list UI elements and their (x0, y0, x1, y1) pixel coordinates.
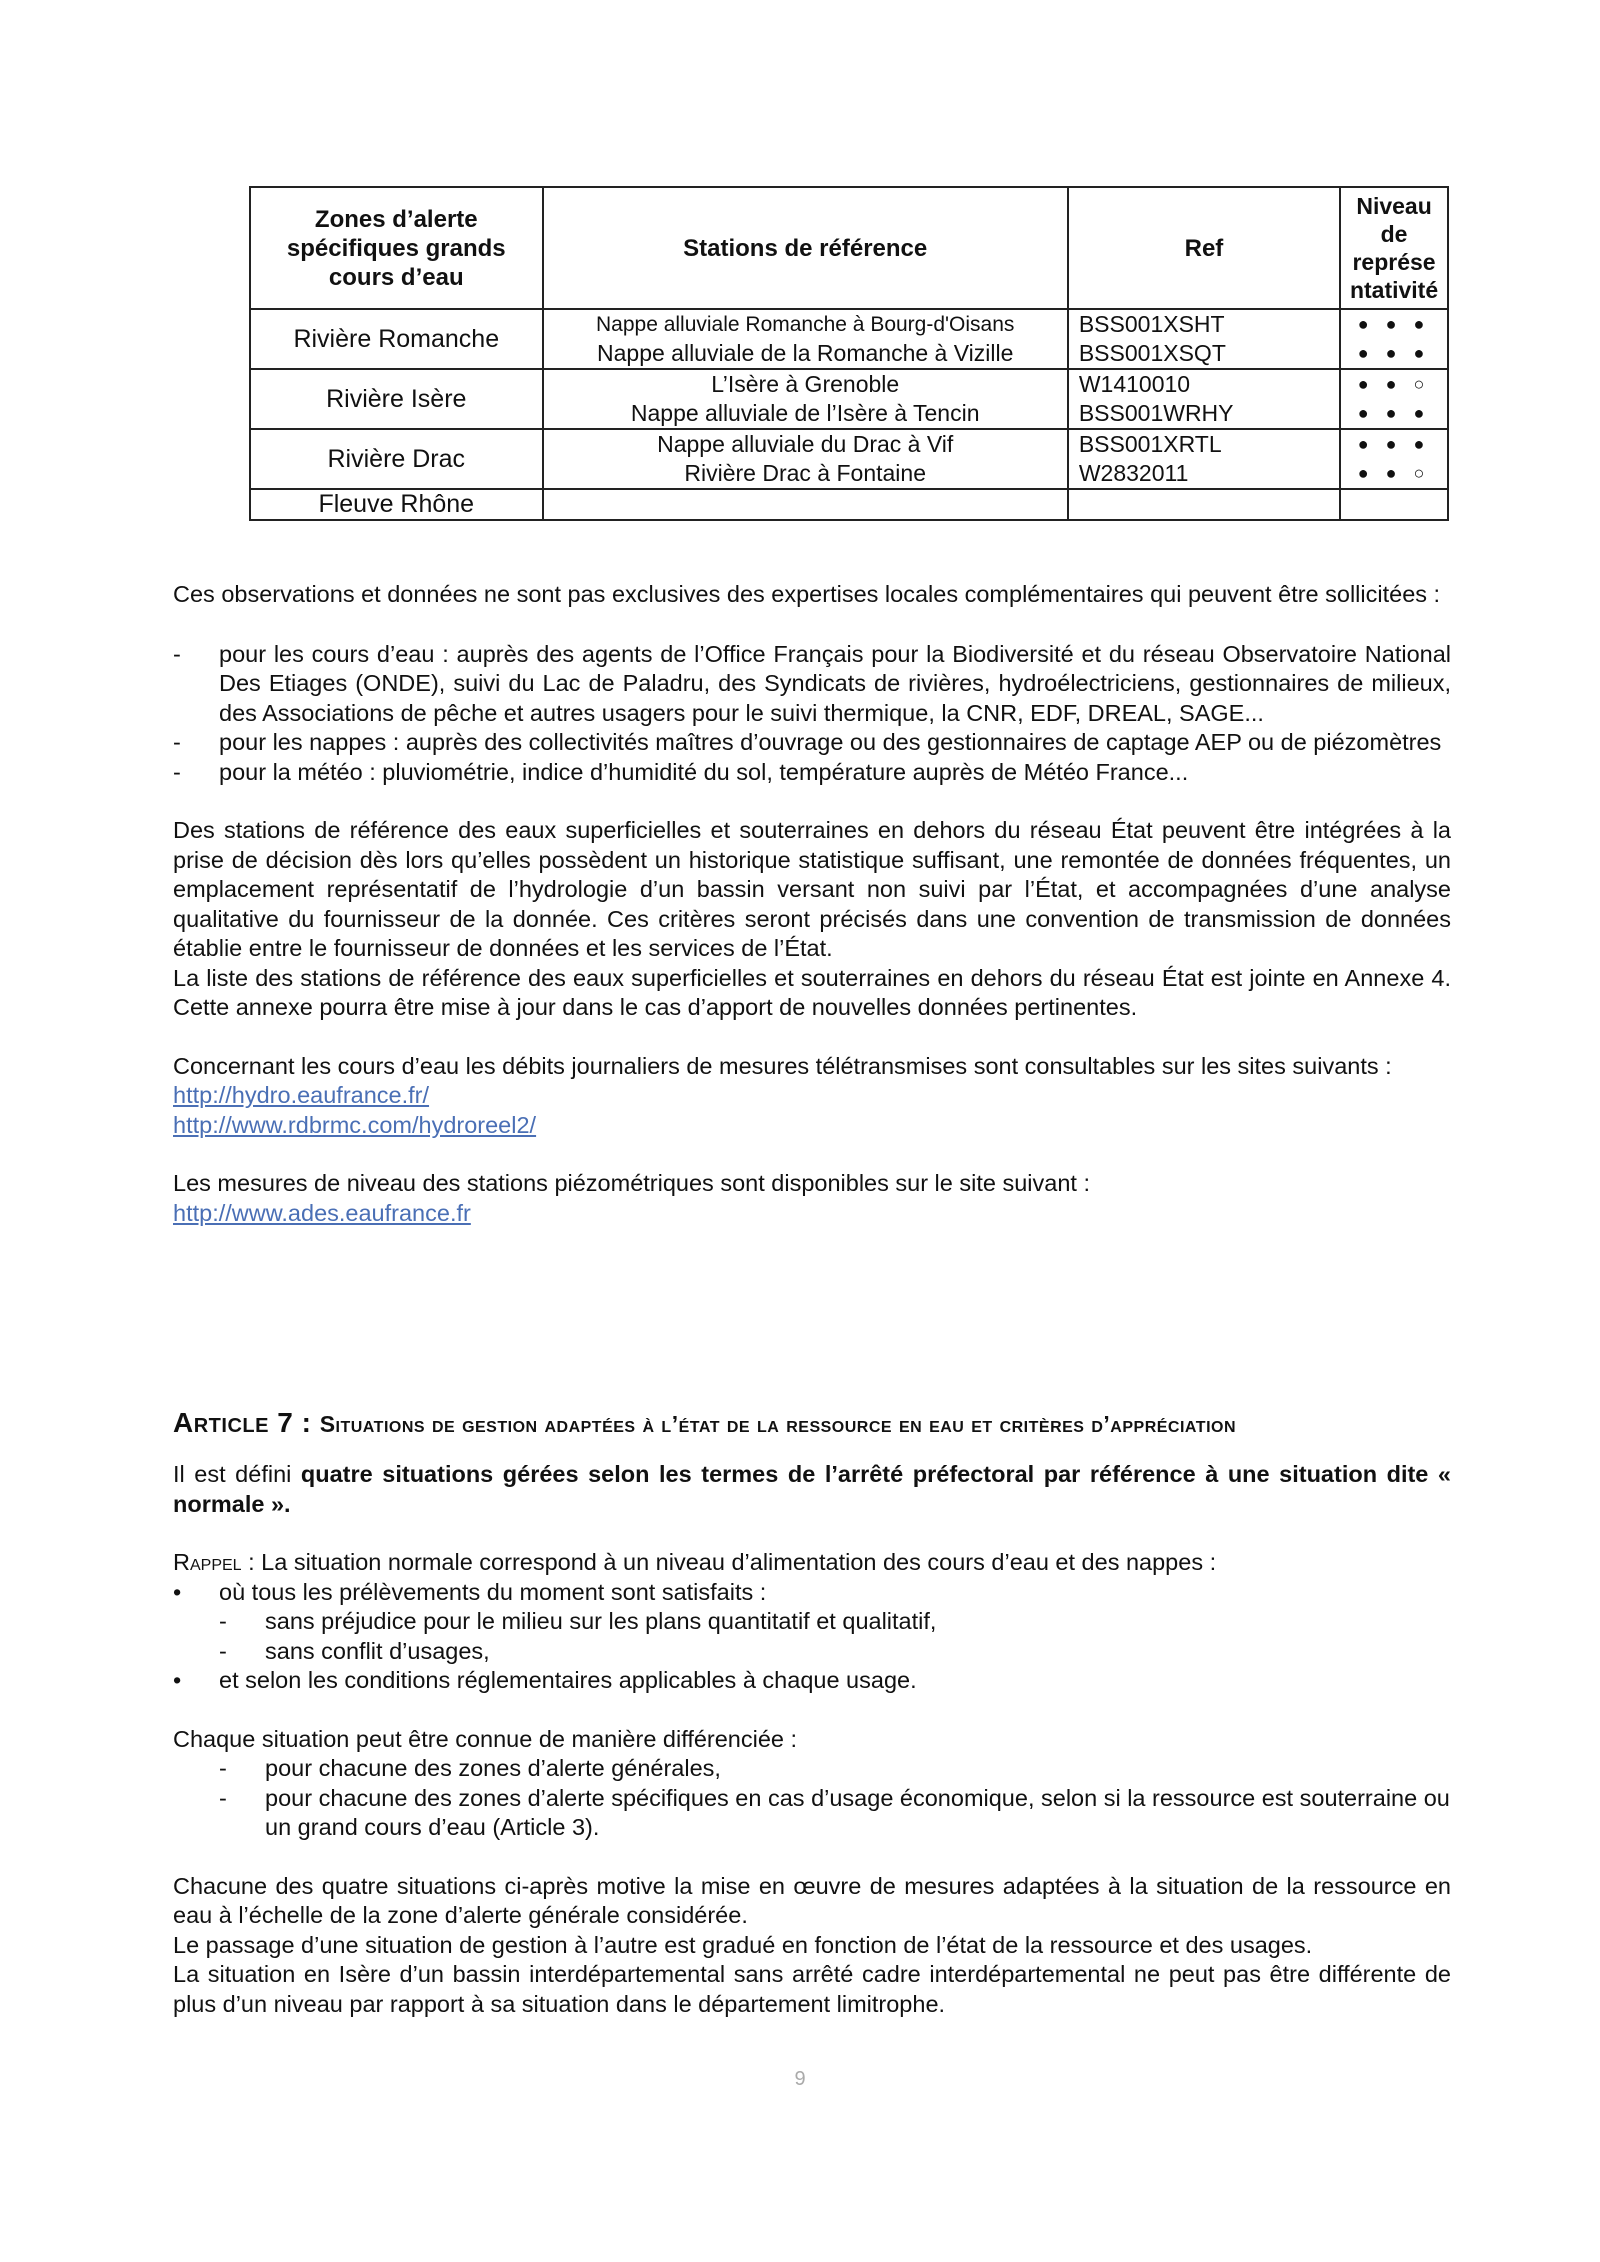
final-paragraph-2: Le passage d’une situation de gestion à l’autre est gradué en fonction de l’état de la ressource et des usages. (173, 1931, 1313, 1958)
article-number: Article 7 : (173, 1407, 312, 1438)
ades-link[interactable]: http://www.ades.eaufrance.fr (173, 1199, 471, 1226)
list-item: - pour chacune des zones d’alerte générales, (173, 1754, 1451, 1784)
list-item: • où tous les prélèvements du moment sont satisfaits : (173, 1578, 1451, 1608)
body-section-article (173, 1460, 1451, 2019)
piezo-paragraph: Les mesures de niveau des stations piézométriques sont disponibles sur le site suivant : (173, 1170, 1090, 1196)
zone-cell: Rivière Drac (250, 429, 543, 489)
stations-paragraph: Des stations de référence des eaux superficielles et souterraines en dehors du réseau État peuvent être intégrées à la prise de décision dès lors qu’elles possèdent un historique statistique suffisant, une remontée de données fréquentes, un emplacement représentatif de l’hydrologie d’un bassin versant non suivi par l’État, et accompagnées d’une analyse qualitative du fournisseur de la donnée. Ces critères seront précisés dans une convention de transmission de données établie entre le fournisseur de données et les services de l’État. (173, 817, 1451, 961)
table-row (250, 489, 1448, 520)
list-item: - pour les cours d’eau : auprès des agents de l’Office Français pour la Biodiversité et du réseau Observatoire National Des Etiages (ONDE), suivi du Lac de Paladru, des Syndicats de rivières, hydroélectriciens, gestionnaires de milieux, des Associations de pêche et autres usagers pour le suivi thermique, la CNR, EDF, DREAL, SAGE... (173, 640, 1451, 729)
list-item: - pour la météo : pluviométrie, indice d’humidité du sol, température auprès de Météo France... (173, 758, 1451, 788)
ref-cell (1068, 489, 1340, 520)
list-item: - pour chacune des zones d’alerte spécifiques en cas d’usage économique, selon si la ressource est souterraine ou un grand cours d’eau (Article 3). (173, 1784, 1451, 1843)
intro-paragraph: Ces observations et données ne sont pas exclusives des expertises locales complémentaires qui peuvent être sollicitées : (173, 581, 1441, 607)
page-number: 9 (794, 2068, 806, 2090)
header-zones: Zones d’alerte spécifiques grands cours d’eau (250, 187, 543, 309)
table-header-row (250, 187, 1448, 309)
zone-cell: Rivière Romanche (250, 309, 543, 369)
table-row (250, 369, 1448, 429)
stations-cell: L’Isère à Grenoble Nappe alluviale de l’Isère à Tencin (543, 369, 1068, 429)
ref-cell: BSS001XRTL W2832011 (1068, 429, 1340, 489)
debits-paragraph: Concernant les cours d’eau les débits journaliers de mesures télétransmises sont consultables sur les sites suivants : (173, 1052, 1392, 1079)
rappel-label: Rappel : (173, 1549, 255, 1575)
header-niveau: Niveau de représe ntativité (1340, 187, 1448, 309)
list-item: - pour les nappes : auprès des collectivités maîtres d’ouvrage ou des gestionnaires de captage AEP ou de piézomètres (173, 728, 1451, 758)
sources-list (173, 640, 1451, 788)
list-item: - sans conflit d’usages, (173, 1637, 1451, 1667)
header-ref: Ref (1068, 187, 1340, 309)
hydro-link[interactable]: http://hydro.eaufrance.fr/ (173, 1082, 430, 1108)
stations-cell (543, 489, 1068, 520)
list-item: • et selon les conditions réglementaires applicables à chaque usage. (173, 1666, 1451, 1696)
reference-stations-table (249, 186, 1449, 521)
chaque-list (173, 1754, 1451, 1843)
rappel-sublist (173, 1607, 1451, 1666)
hydroreel-link[interactable]: http://www.rdbrmc.com/hydroreel2/ (173, 1111, 537, 1138)
article-title: Situations de gestion adaptées à l’état de la ressource en eau et critères d’appréciation (319, 1411, 1237, 1437)
header-stations: Stations de référence (543, 187, 1068, 309)
ref-cell: BSS001XSHT BSS001XSQT (1068, 309, 1340, 369)
level-cell: ● ● ● ● ● ○ (1340, 429, 1448, 489)
chaque-paragraph: Chaque situation peut être connue de manière différenciée : (173, 1725, 798, 1752)
level-cell: ● ● ○ ● ● ● (1340, 369, 1448, 429)
level-cell: ● ● ● ● ● ● (1340, 309, 1448, 369)
stations-cell: Nappe alluviale du Drac à Vif Rivière Drac à Fontaine (543, 429, 1068, 489)
annexe-paragraph: La liste des stations de référence des eaux superficielles et souterraines en dehors du réseau État est jointe en Annexe 4. Cette annexe pourra être mise à jour dans le cas d’apport de nouvelles données pertinentes. (173, 964, 1451, 1020)
table-row (250, 429, 1448, 489)
table-row (250, 309, 1448, 369)
rappel-list (173, 1578, 1451, 1608)
body-section-sources (173, 580, 1451, 1228)
final-paragraph-1: Chacune des quatre situations ci-après motive la mise en œuvre de mesures adaptées à la situation de la ressource en eau à l’échelle de la zone d’alerte générale considérée. (173, 1872, 1451, 1928)
level-cell (1340, 489, 1448, 520)
rappel-paragraph: Rappel : La situation normale correspond à un niveau d’alimentation des cours d’eau et des nappes : (173, 1549, 1217, 1575)
stations-cell: Nappe alluviale Romanche à Bourg-d'Oisans Nappe alluviale de la Romanche à Vizille (543, 309, 1068, 369)
defini-paragraph: Il est défini quatre situations gérées selon les termes de l’arrêté préfectoral par référence à une situation dite « normale ». (173, 1461, 1451, 1517)
zone-cell: Fleuve Rhône (250, 489, 543, 520)
zone-cell: Rivière Isère (250, 369, 543, 429)
ref-cell: W1410010 BSS001WRHY (1068, 369, 1340, 429)
list-item: - sans préjudice pour le milieu sur les plans quantitatif et qualitatif, (173, 1607, 1451, 1637)
article-heading (173, 1407, 1473, 1439)
final-paragraph-3: La situation en Isère d’un bassin interdépartemental sans arrêté cadre interdépartemental ne peut pas être différente de plus d’un niveau par rapport à sa situation dans le département limitrophe. (173, 1961, 1451, 2017)
